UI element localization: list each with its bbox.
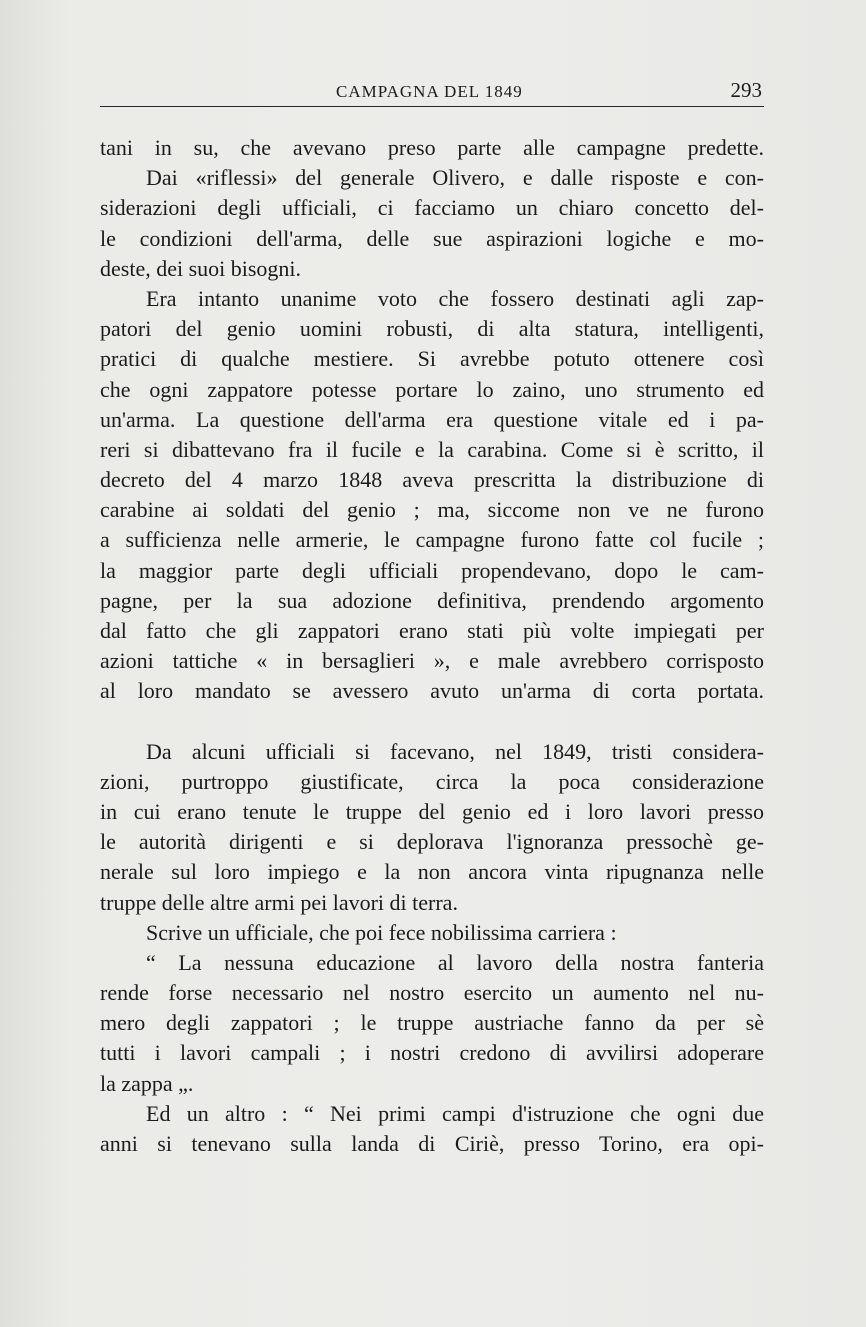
text-line: le condizioni dell'arma, delle sue aspirazioni logiche e mo- <box>100 225 764 251</box>
text-line: che ogni zappatore potesse portare lo zaino, uno strumento ed <box>100 376 764 402</box>
quotation <box>100 948 764 1099</box>
page-number: 293 <box>730 78 762 102</box>
text-line: deste, dei suoi bisogni. <box>100 255 302 281</box>
text-line: Era intanto unanime voto che fossero destinati agli zap- <box>146 285 764 311</box>
text-line: anni si tenevano sulla landa di Ciriè, presso Torino, era opi- <box>100 1131 764 1156</box>
paragraph <box>100 163 764 284</box>
text-line: “ La nessuna educazione al lavoro della nostra fanteria <box>146 949 764 975</box>
text-line: azioni tattiche « in bersaglieri », e male avrebbero corrisposto <box>100 648 764 674</box>
text-line: le autorità dirigenti e si deplorava l'ignoranza pressochè ge- <box>100 829 764 855</box>
text-line: mero degli zappatori ; le truppe austriache fanno da per sè <box>100 1010 764 1036</box>
text-line: siderazioni degli ufficiali, ci facciamo un chiaro concetto del- <box>100 195 764 221</box>
page-header <box>100 78 764 108</box>
text-line: la zappa „. <box>100 1070 194 1096</box>
text-line: a sufficienza nelle armerie, le campagne furono fatte col fucile ; <box>100 527 764 553</box>
text-line: al loro mandato se avessero avuto un'arma di corta portata. <box>100 678 764 704</box>
text-line: la maggior parte degli ufficiali propendevano, dopo le cam- <box>100 557 764 583</box>
text-line: zioni, purtroppo giustificate, circa la poca considerazione <box>100 768 764 794</box>
text-line: dal fatto che gli zappatori erano stati più volte impiegati per <box>100 618 764 643</box>
text-line: decreto del 4 marzo 1848 aveva prescritta la distribuzione di <box>100 467 764 493</box>
text-line: Ed un altro : “ Nei primi campi d'istruzione che ogni due <box>146 1100 764 1126</box>
text-line: tani in su, che avevano preso parte alle campagne predette. <box>100 135 764 160</box>
text-line: Da alcuni ufficiali si facevano, nel 1849, tristi considera- <box>146 738 764 764</box>
text-line: un'arma. La questione dell'arma era questione vitale ed i pa- <box>100 406 764 432</box>
text-line: in cui erano tenute le truppe del genio ed i loro lavori presso <box>100 798 764 824</box>
body-text <box>100 133 764 1159</box>
text-line: Dai «riflessi» del generale Olivero, e dalle risposte e con- <box>146 165 764 191</box>
text-line: reri si dibattevano fra il fucile e la carabina. Come si è scritto, il <box>100 436 764 462</box>
text-line: pratici di qualche mestiere. Si avrebbe potuto ottenere così <box>100 346 764 372</box>
text-line: carabine ai soldati del genio ; ma, siccome non ve ne furono <box>100 497 764 523</box>
paragraph <box>100 1099 764 1159</box>
text-line: pagne, per la sua adozione definitiva, prendendo argomento <box>100 587 764 613</box>
paragraph <box>100 918 764 948</box>
text-line: tutti i lavori campali ; i nostri credono di avvilirsi adoperare <box>100 1040 764 1066</box>
running-title: CAMPAGNA DEL 1849 <box>336 82 523 101</box>
text-line: nerale sul loro impiego e la non ancora vinta ripugnanza nelle <box>100 859 764 885</box>
paragraph <box>100 133 764 163</box>
section-gap <box>100 707 764 737</box>
text-line: truppe delle altre armi pei lavori di terra. <box>100 889 458 915</box>
text-line: rende forse necessario nel nostro esercito un aumento nel nu- <box>100 980 764 1006</box>
paragraph <box>100 284 764 707</box>
header-rule <box>100 106 764 107</box>
paragraph <box>100 737 764 918</box>
text-line: patori del genio uomini robusti, di alta statura, intelligenti, <box>100 316 764 342</box>
text-line: Scrive un ufficiale, che poi fece nobilissima carriera : <box>146 919 617 945</box>
